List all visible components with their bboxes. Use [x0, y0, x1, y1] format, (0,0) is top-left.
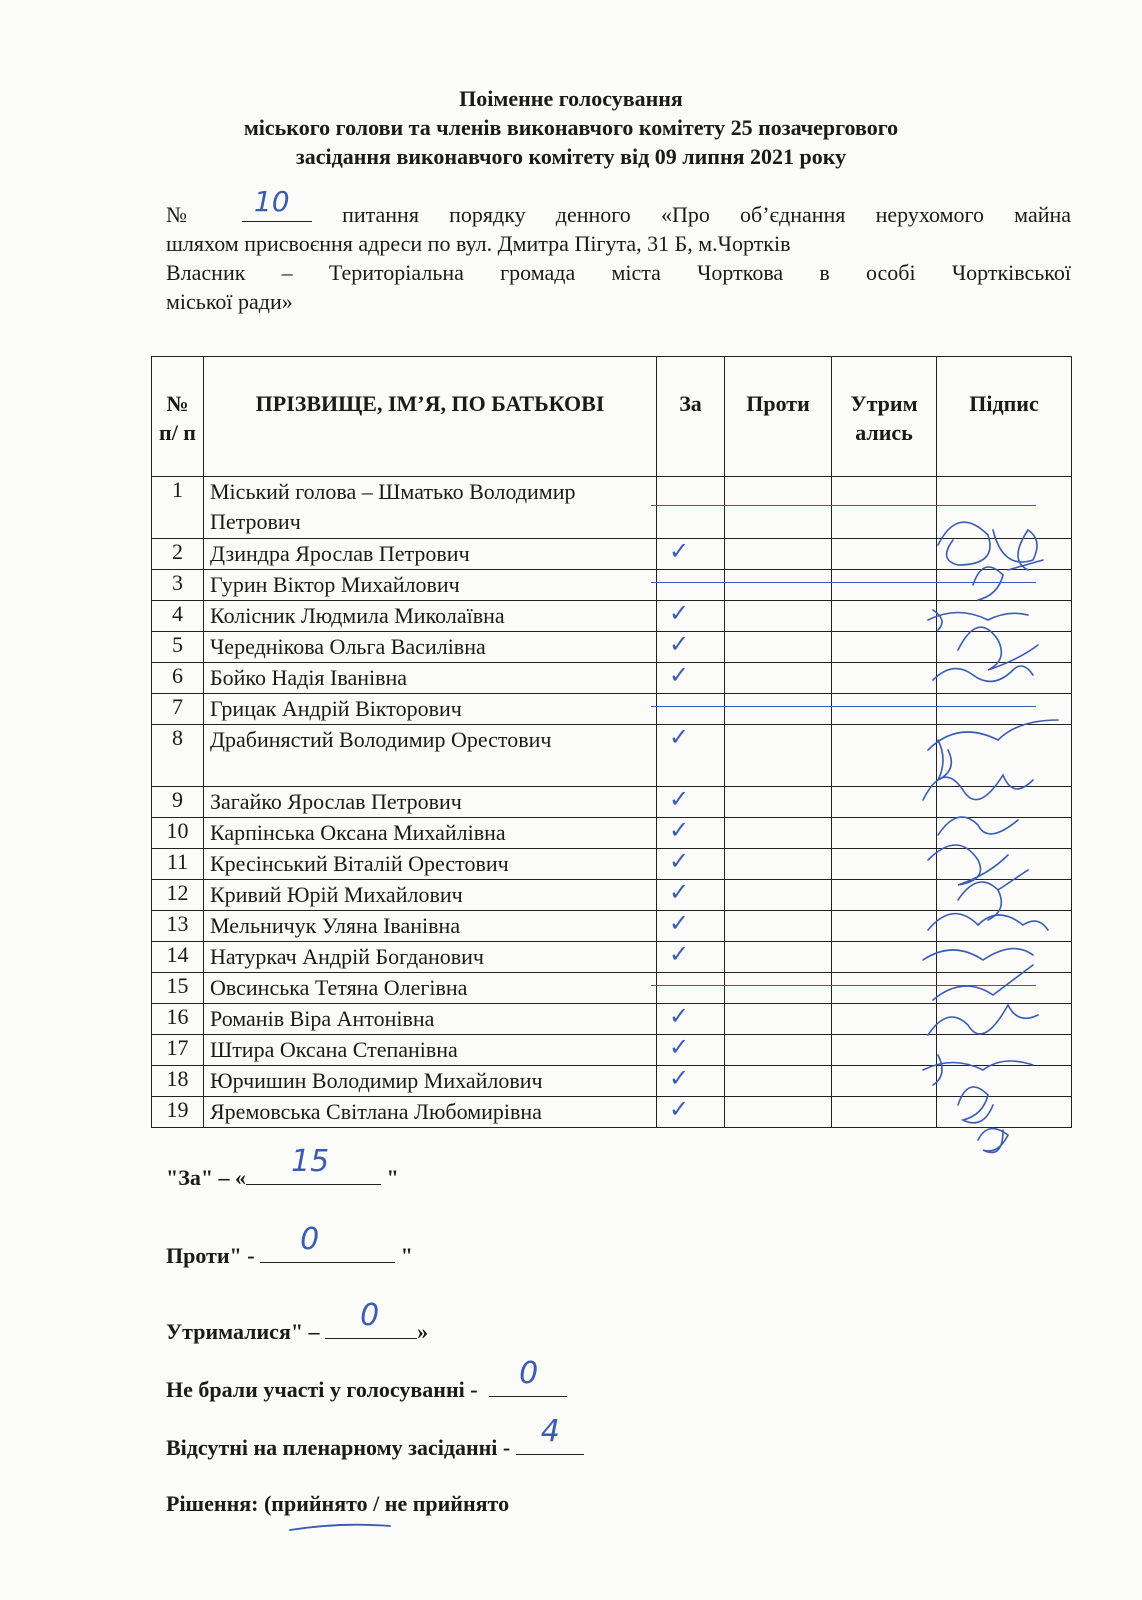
tick-mark-icon: ✓	[669, 1095, 690, 1123]
agenda-line-2: шляхом присвоєння адреси по вул. Дмитра Пігута, 31 Б, м.Чортків	[166, 231, 791, 256]
row-number: 9	[152, 787, 204, 818]
row-number: 7	[152, 694, 204, 725]
header-no: № п/ п	[152, 357, 204, 477]
tick-mark-icon: ✓	[669, 1033, 690, 1061]
header-for: За	[657, 357, 725, 477]
summary-against-field	[260, 1222, 395, 1263]
row-name: Дзиндра Ярослав Петрович	[204, 539, 657, 570]
row-vote-against	[725, 911, 832, 942]
tick-mark-icon: ✓	[669, 816, 690, 844]
tick-mark-icon: ✓	[669, 661, 690, 689]
tick-mark-icon: ✓	[669, 630, 690, 658]
row-vote-for	[657, 942, 725, 973]
summary-for-value: 15	[291, 1144, 330, 1179]
agenda-line-1-text: питання порядку денного «Про об’єднання нерухомого майна	[342, 202, 1072, 227]
agenda-number-field	[242, 185, 312, 222]
row-vote-for	[657, 973, 725, 1004]
summary-against-label: Проти" -	[166, 1243, 261, 1268]
row-number: 3	[152, 570, 204, 601]
row-vote-against	[725, 663, 832, 694]
doc-title: Поіменне голосування	[459, 86, 683, 111]
decision-underline-mark	[280, 1518, 400, 1538]
row-vote-for	[657, 477, 725, 539]
row-vote-against	[725, 694, 832, 725]
row-vote-against	[725, 973, 832, 1004]
row-number: 5	[152, 632, 204, 663]
row-vote-for	[657, 570, 725, 601]
agenda-line-4: міської ради»	[166, 289, 293, 314]
row-number: 12	[152, 880, 204, 911]
row-vote-against	[725, 1004, 832, 1035]
agenda-line-1	[166, 185, 1072, 229]
row-vote-for	[657, 694, 725, 725]
row-vote-for	[657, 601, 725, 632]
header-abstained: Утрим ались	[832, 357, 937, 477]
row-name: Яремовська Світлана Любомирівна	[204, 1097, 657, 1128]
summary-not-voted-field	[489, 1356, 567, 1397]
row-number: 11	[152, 849, 204, 880]
row-vote-against	[725, 477, 832, 539]
row-number: 17	[152, 1035, 204, 1066]
row-vote-against	[725, 849, 832, 880]
summary-absent-value: 4	[540, 1414, 560, 1449]
row-name: Натуркач Андрій Богданович	[204, 942, 657, 973]
absent-strike-line	[651, 985, 1036, 986]
row-vote-against	[725, 1066, 832, 1097]
summary-abstained-label: Утрималися" –	[166, 1319, 326, 1344]
header-against: Проти	[725, 357, 832, 477]
row-name: Овсинська Тетяна Олегівна	[204, 973, 657, 1004]
tick-mark-icon: ✓	[669, 878, 690, 906]
summary-for-label: "За" – «	[166, 1165, 247, 1190]
row-name: Кривий Юрій Михайлович	[204, 880, 657, 911]
row-vote-for	[657, 787, 725, 818]
row-name: Романів Віра Антонівна	[204, 1004, 657, 1035]
row-number: 16	[152, 1004, 204, 1035]
row-number: 15	[152, 973, 204, 1004]
absent-strike-line	[651, 582, 1036, 583]
summary-abstained-field	[325, 1298, 417, 1339]
row-vote-against	[725, 1035, 832, 1066]
row-name: Бойко Надія Іванівна	[204, 663, 657, 694]
summary-abstained-value: 0	[360, 1298, 380, 1333]
row-name: Драбинястий Володимир Орестович	[204, 725, 657, 787]
row-vote-for	[657, 880, 725, 911]
row-name: Колісник Людмила Миколаївна	[204, 601, 657, 632]
row-number: 1	[152, 477, 204, 539]
row-number: 8	[152, 725, 204, 787]
summary-for-suffix: "	[381, 1165, 399, 1190]
summary-against	[166, 1222, 413, 1269]
row-vote-for	[657, 1004, 725, 1035]
summary-not-voted-label: Не брали участі у голосуванні -	[166, 1377, 484, 1402]
row-name: Гурин Віктор Михайлович	[204, 570, 657, 601]
row-vote-against	[725, 787, 832, 818]
summary-against-suffix: "	[395, 1243, 413, 1268]
row-vote-against	[725, 570, 832, 601]
row-number: 14	[152, 942, 204, 973]
row-vote-for	[657, 725, 725, 787]
doc-subtitle-1: міського голови та членів виконавчого комітету 25 позачергового	[243, 115, 899, 140]
header-name: ПРІЗВИЩЕ, ІМ’Я, ПО БАТЬКОВІ	[204, 357, 657, 477]
agenda-line-3: Власник – Територіальна громада міста Чорткова в особі Чортківської	[166, 260, 1071, 285]
row-name: Кресінський Віталій Орестович	[204, 849, 657, 880]
agenda-number-handwritten: 10	[253, 185, 290, 218]
tick-mark-icon: ✓	[669, 537, 690, 565]
row-vote-against	[725, 880, 832, 911]
row-name: Загайко Ярослав Петрович	[204, 787, 657, 818]
row-vote-for	[657, 849, 725, 880]
tick-mark-icon: ✓	[669, 909, 690, 937]
row-vote-for	[657, 632, 725, 663]
tick-mark-icon: ✓	[669, 1064, 690, 1092]
summary-for-field	[246, 1144, 381, 1185]
summary-abstained-suffix: »	[417, 1319, 429, 1344]
summary-decision: Рішення: (прийнято / не прийнято	[166, 1491, 510, 1516]
row-vote-against	[725, 818, 832, 849]
tick-mark-icon: ✓	[669, 599, 690, 627]
tick-mark-icon: ✓	[669, 785, 690, 813]
summary-absent-field	[516, 1414, 584, 1455]
row-name: Штира Оксана Степанівна	[204, 1035, 657, 1066]
summary-not-voted	[166, 1356, 567, 1403]
row-name: Грицак Андрій Вікторович	[204, 694, 657, 725]
row-name: Череднікова Ольга Василівна	[204, 632, 657, 663]
row-number: 13	[152, 911, 204, 942]
summary-absent-label: Відсутні на пленарному засіданні -	[166, 1435, 516, 1460]
header-signature: Підпис	[937, 357, 1072, 477]
row-name: Мельничук Уляна Іванівна	[204, 911, 657, 942]
row-number: 10	[152, 818, 204, 849]
row-vote-against	[725, 1097, 832, 1128]
row-vote-against	[725, 601, 832, 632]
row-number: 19	[152, 1097, 204, 1128]
row-vote-against	[725, 539, 832, 570]
absent-strike-line	[651, 706, 1036, 707]
summary-against-value: 0	[300, 1222, 320, 1257]
row-name: Міський голова – Шматько Володимир Петрович	[204, 477, 657, 539]
row-name: Юрчишин Володимир Михайлович	[204, 1066, 657, 1097]
row-vote-against	[725, 632, 832, 663]
row-vote-for	[657, 818, 725, 849]
summary-for	[166, 1144, 399, 1191]
table-header-row	[152, 357, 1072, 477]
tick-mark-icon: ✓	[669, 940, 690, 968]
row-vote-for	[657, 1035, 725, 1066]
row-vote-for	[657, 663, 725, 694]
row-vote-against	[725, 942, 832, 973]
tick-mark-icon: ✓	[669, 1002, 690, 1030]
row-name: Карпінська Оксана Михайлівна	[204, 818, 657, 849]
row-number: 18	[152, 1066, 204, 1097]
row-vote-for	[657, 1097, 725, 1128]
row-number: 2	[152, 539, 204, 570]
agenda-block	[166, 185, 1072, 316]
tick-mark-icon: ✓	[669, 847, 690, 875]
row-number: 6	[152, 663, 204, 694]
row-vote-for	[657, 1066, 725, 1097]
row-vote-against	[725, 725, 832, 787]
row-vote-for	[657, 911, 725, 942]
tick-mark-icon: ✓	[669, 723, 690, 751]
absent-strike-line	[651, 505, 1036, 506]
row-number: 4	[152, 601, 204, 632]
summary-absent	[166, 1414, 584, 1461]
summary-not-voted-value: 0	[519, 1356, 539, 1391]
signatures-drawing	[918, 490, 1138, 1170]
row-vote-for	[657, 539, 725, 570]
summary-abstained	[166, 1298, 429, 1345]
agenda-no-prefix: №	[166, 202, 212, 227]
doc-subtitle-2: засідання виконавчого комітету від 09 липня 2021 року	[295, 144, 847, 169]
